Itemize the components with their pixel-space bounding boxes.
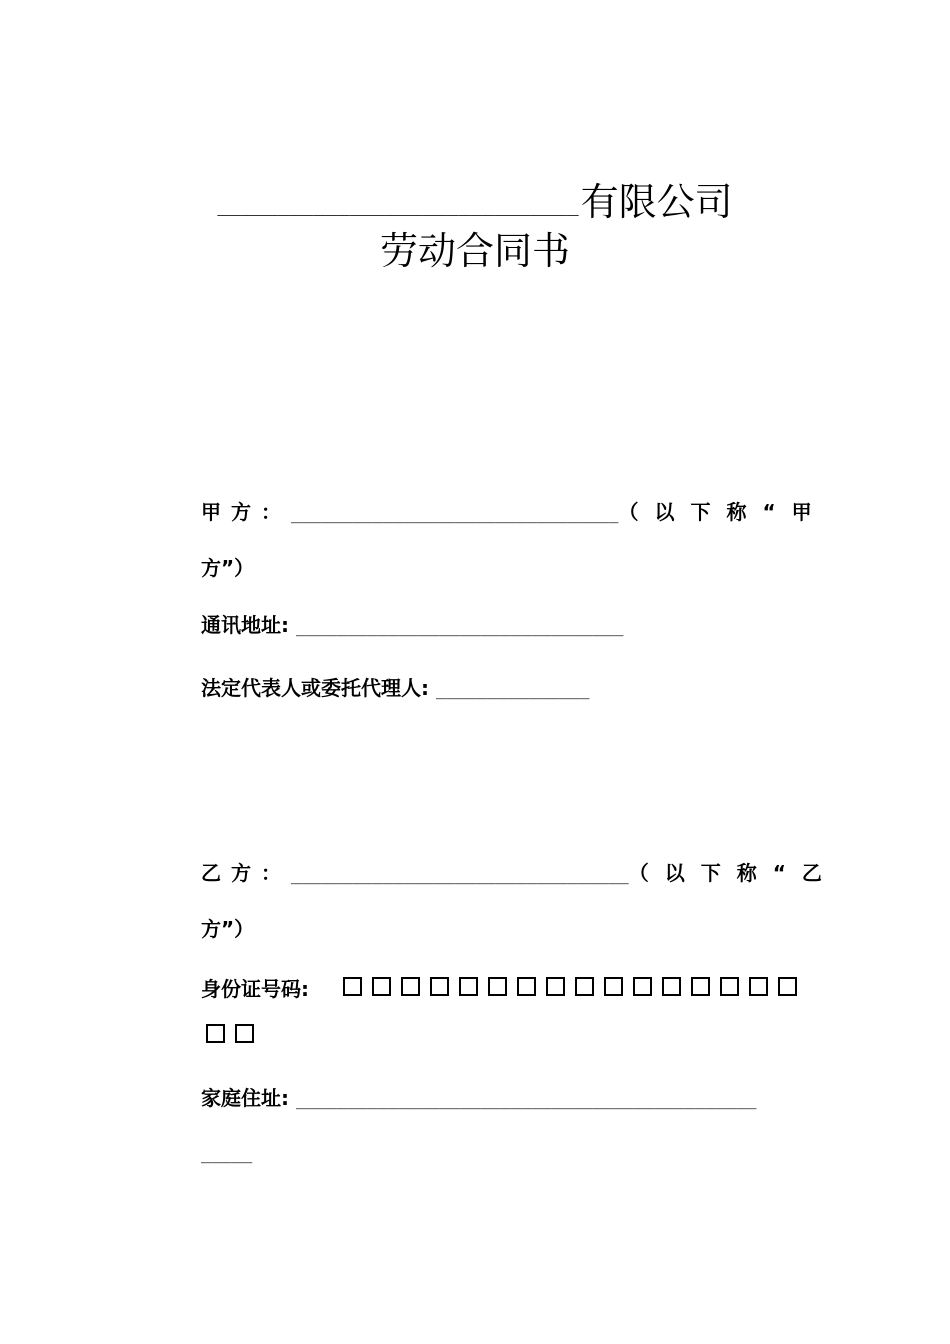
party-b-home-row bbox=[201, 1071, 805, 1181]
company-name-line bbox=[0, 180, 950, 226]
id-digit-box bbox=[517, 977, 536, 996]
party-a-representative-row bbox=[201, 661, 805, 717]
party-a-block bbox=[201, 485, 828, 595]
id-digit-box bbox=[488, 977, 507, 996]
party-b-id-label: 身份证号码: bbox=[201, 977, 309, 1001]
party-a-alias-end: 方”） bbox=[201, 556, 255, 580]
id-digit-box bbox=[604, 977, 623, 996]
company-suffix: 有限公司 bbox=[580, 180, 733, 224]
party-b-name-blank: _________________________________ bbox=[291, 865, 629, 885]
id-digit-box bbox=[459, 977, 478, 996]
id-digit-box bbox=[206, 1024, 225, 1043]
id-digit-box bbox=[430, 977, 449, 996]
id-digit-box bbox=[749, 977, 768, 996]
party-a-representative-blank: _______________ bbox=[435, 680, 590, 700]
party-b-home-blank-continued: _____ bbox=[201, 1144, 253, 1164]
party-a-alias: （以下称“甲 bbox=[618, 500, 828, 524]
id-digit-box bbox=[546, 977, 565, 996]
party-b-home-label: 家庭住址: bbox=[201, 1086, 289, 1110]
party-b-home-blank: _____________________________________________ bbox=[295, 1090, 757, 1110]
id-digit-box bbox=[235, 1024, 254, 1043]
company-name-blank: ______________________________ bbox=[217, 192, 579, 216]
party-a-label: 甲方： bbox=[201, 500, 291, 524]
party-b-block bbox=[201, 846, 838, 956]
id-digit-box bbox=[343, 977, 362, 996]
document-title: 劳动合同书 bbox=[379, 229, 570, 273]
party-b-home-line bbox=[201, 1071, 811, 1127]
id-digit-box bbox=[401, 977, 420, 996]
party-b-line bbox=[201, 846, 838, 902]
party-a-address-blank: ________________________________ bbox=[295, 617, 624, 637]
party-a-line bbox=[201, 485, 828, 541]
id-digit-box bbox=[720, 977, 739, 996]
party-b-alias: （以下称“乙 bbox=[628, 861, 838, 885]
id-digit-box bbox=[662, 977, 681, 996]
id-digit-box bbox=[778, 977, 797, 996]
id-digit-box bbox=[691, 977, 710, 996]
id-digit-box bbox=[575, 977, 594, 996]
id-digit-box bbox=[633, 977, 652, 996]
party-b-label: 乙方： bbox=[201, 861, 291, 885]
party-a-name-blank: ________________________________ bbox=[291, 504, 619, 524]
party-a-representative-label: 法定代表人或委托代理人: bbox=[201, 676, 429, 700]
party-b-alias-end: 方”） bbox=[201, 917, 255, 941]
party-a-address-label: 通讯地址: bbox=[201, 613, 289, 637]
party-a-address-row bbox=[201, 598, 805, 654]
id-digit-box bbox=[372, 977, 391, 996]
